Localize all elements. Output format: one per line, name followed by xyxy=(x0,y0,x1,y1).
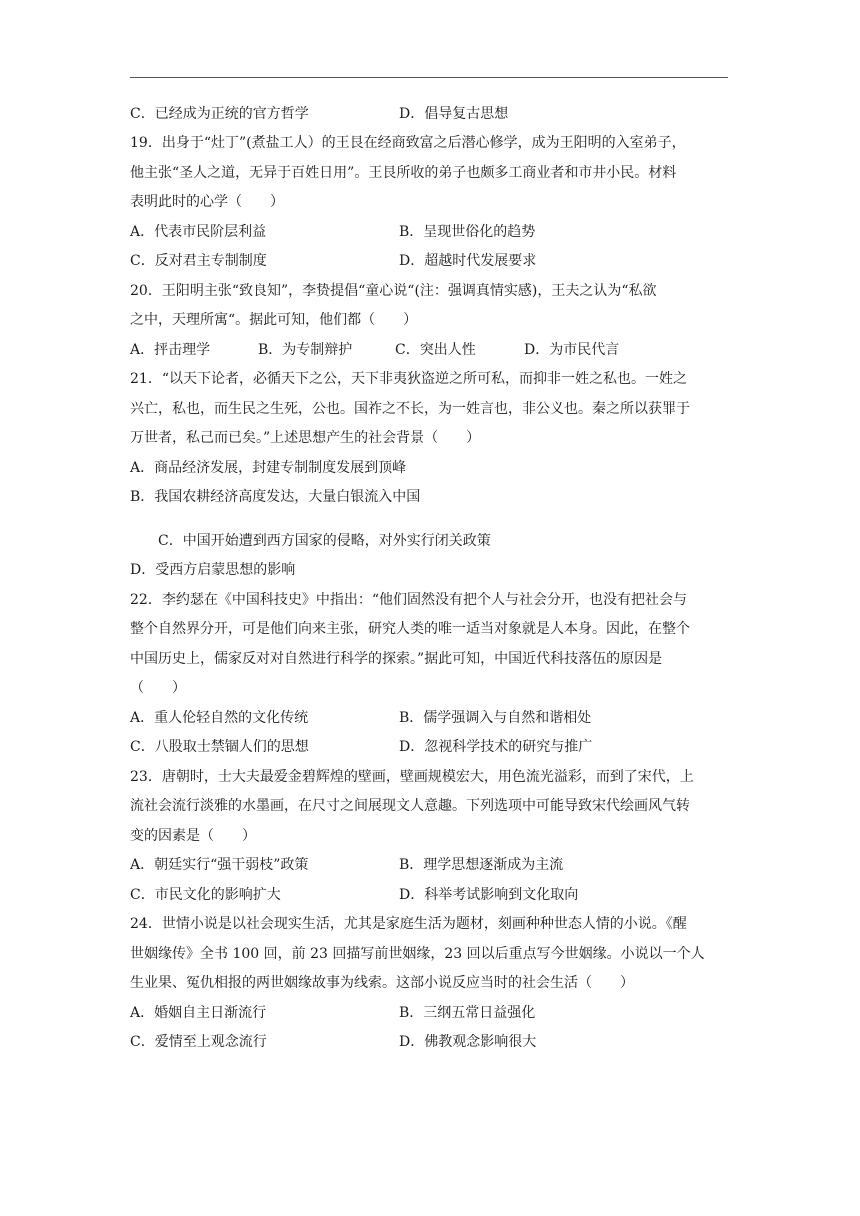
q24-stem-line-2: 世姻缘传》全书 100 回，前 23 回描写前世姻缘，23 回以后重点写今世姻缘。小说以一个人 xyxy=(130,946,705,962)
q21-option-d: D．受西方启蒙思想的影响 xyxy=(130,562,296,578)
q18-option-d: D．倡导复古思想 xyxy=(399,106,509,122)
q19-option-d: D．超越时代发展要求 xyxy=(399,253,537,269)
q23-option-a: A．朝廷实行“强干弱枝”政策 xyxy=(130,857,309,873)
q21-stem-line-1: 21．“以天下论者，必循天下之公，天下非夷狄盗逆之所可私，而抑非一姓之私也。一姓之 xyxy=(130,371,687,387)
q20-option-b: B．为专制辩护 xyxy=(258,342,353,358)
q22-option-b: B．儒学强调入与自然和谐相处 xyxy=(399,710,592,726)
q23-stem-line-3: 变的因素是（ ） xyxy=(130,828,256,844)
q22-stem-line-2: 整个自然界分开，可是他们向来主张，研究人类的唯一适当对象就是人本身。因此，在整个 xyxy=(130,621,690,637)
q19-option-b: B．呈现世俗化的趋势 xyxy=(399,224,536,240)
q24-option-c: C．爱情至上观念流行 xyxy=(130,1034,267,1050)
q21-option-b: B．我国农耕经济高度发达，大量白银流入中国 xyxy=(130,489,421,505)
q22-option-a: A．重人伦轻自然的文化传统 xyxy=(130,710,309,726)
q19-option-a: A．代表市民阶层利益 xyxy=(130,224,267,240)
q23-option-d: D．科举考试影响到文化取向 xyxy=(399,887,579,903)
q20-option-a: A．抨击理学 xyxy=(130,342,211,358)
q22-stem-line-3: 中国历史上，儒家反对对自然进行科学的探索。”据此可知，中国近代科技落伍的原因是 xyxy=(130,651,663,667)
q20-option-d: D．为市民代言 xyxy=(524,342,620,358)
header-rule xyxy=(130,77,728,78)
q24-option-d: D．佛教观念影响很大 xyxy=(399,1034,537,1050)
q19-stem-line-1: 19．出身于“灶丁”(煮盐工人）的王艮在经商致富之后潜心修学，成为王阳明的入室弟子， xyxy=(130,135,686,151)
q23-stem-line-2: 流社会流行淡雅的水墨画，在尺寸之间展现文人意趣。下列选项中可能导致宋代绘画风气转 xyxy=(130,798,690,814)
q24-stem-line-1: 24．世情小说是以社会现实生活，尤其是家庭生活为题材，刻画种种世态人情的小说。《醒 xyxy=(130,916,687,932)
q23-stem-line-1: 23．唐朝时，士大夫最爱金碧辉煌的壁画，壁画规模宏大，用色流光溢彩，而到了宋代，上 xyxy=(130,769,694,785)
q21-option-c: C．中国开始遭到西方国家的侵略，对外实行闭关政策 xyxy=(158,533,491,549)
q24-stem-line-3: 生业果、冤仇相报的两世姻缘故事为线索。这部小说反应当时的社会生活（ ） xyxy=(130,975,634,991)
q22-option-d: D．忽视科学技术的研究与推广 xyxy=(399,739,593,755)
q18-option-c: C．已经成为正统的官方哲学 xyxy=(130,106,309,122)
q21-stem-line-2: 兴亡，私也，而生民之生死，公也。国祚之不长，为一姓言也，非公义也。秦之所以获罪于 xyxy=(130,401,690,417)
q23-option-b: B．理学思想逐渐成为主流 xyxy=(399,857,564,873)
q20-stem-line-2: 之中，天理所寓“。据此可知，他们都（ ） xyxy=(130,312,418,328)
q19-stem-line-2: 他主张“圣人之道，无异于百姓日用”。王艮所收的弟子也颇多工商业者和市井小民。材料 xyxy=(130,165,677,181)
q24-option-a: A．婚姻自主日渐流行 xyxy=(130,1005,267,1021)
q19-stem-line-3: 表明此时的心学（ ） xyxy=(130,194,284,210)
q21-option-a: A．商品经济发展，封建专制制度发展到顶峰 xyxy=(130,460,407,476)
q20-stem-line-1: 20．王阳明主张“致良知”，李贽提倡“童心说“(注：强调真情实感)，王夫之认为“私欲 xyxy=(130,283,657,299)
q21-stem-line-3: 万世者，私己而已矣。”上述思想产生的社会背景（ ） xyxy=(130,430,481,446)
q24-option-b: B．三纲五常日益强化 xyxy=(399,1005,536,1021)
q22-option-c: C．八股取士禁锢人们的思想 xyxy=(130,739,309,755)
q20-option-c: C．突出人性 xyxy=(395,342,476,358)
q22-stem-line-1: 22．李约瑟在《中国科技史》中指出：“他们固然没有把个人与社会分开，也没有把社会与 xyxy=(130,592,687,608)
q19-option-c: C．反对君主专制制度 xyxy=(130,253,267,269)
q23-option-c: C．市民文化的影响扩大 xyxy=(130,887,281,903)
q22-stem-line-4: （ ） xyxy=(130,680,186,696)
